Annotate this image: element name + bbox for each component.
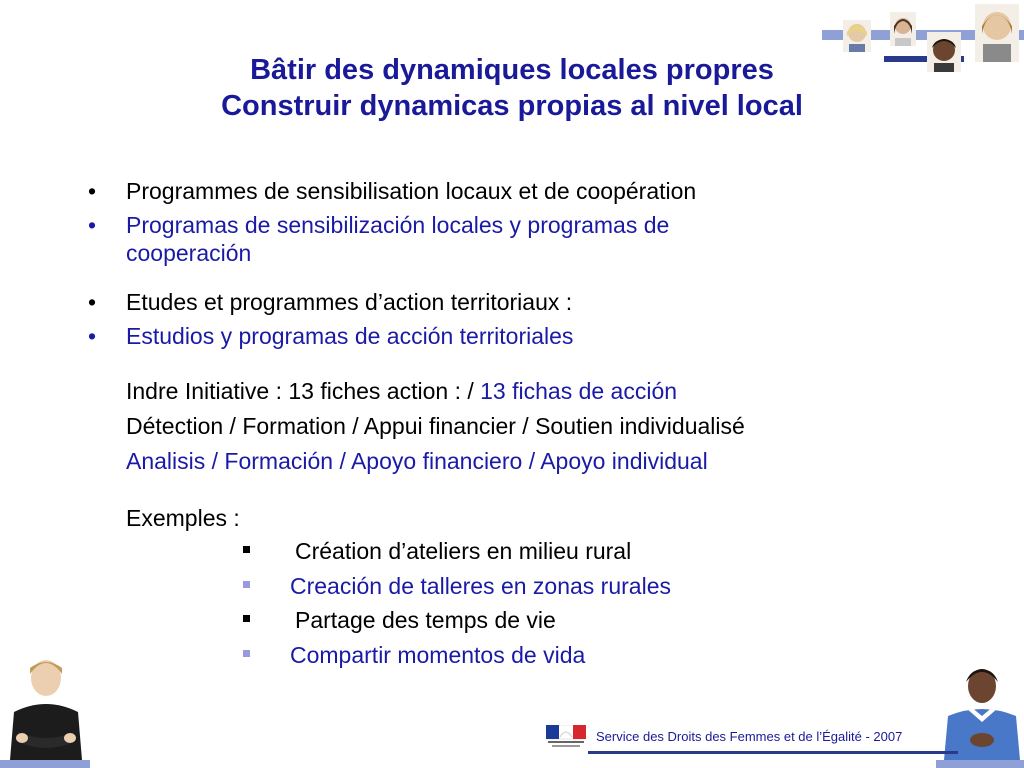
footer-divider (588, 751, 958, 754)
square-bullet-icon (243, 615, 250, 622)
example-item-french: Partage des temps de vie (295, 607, 556, 633)
republique-francaise-logo (546, 725, 586, 749)
square-bullet-icon (243, 546, 250, 553)
portrait-photo-bottom-right (936, 660, 1024, 760)
example-item-spanish: Creación de talleres en zonas rurales (290, 573, 671, 599)
bullet-marker: • (88, 212, 97, 238)
slide-title (0, 52, 1024, 124)
indre-line (126, 377, 677, 405)
portrait-photo-1 (843, 20, 871, 52)
title-line-french: Bâtir des dynamiques locales propres (250, 54, 774, 86)
bullet-text-spanish: Estudios y programas de acción territoriales (126, 323, 574, 349)
bullet-marker: • (88, 178, 97, 204)
square-bullet-icon (243, 650, 250, 657)
bullet-text-spanish: Programas de sensibilización locales y programas de (126, 212, 670, 238)
example-item-french: Création d’ateliers en milieu rural (295, 538, 632, 564)
bullet-marker: • (88, 289, 97, 315)
footer-text: Service des Droits des Femmes et de l’Égalité - 2007 (596, 729, 903, 744)
footer-accent-bar-right (936, 760, 1024, 768)
bullet-text-french: Programmes de sensibilisation locaux et de coopération (126, 178, 697, 204)
indre-prefix: Indre Initiative : 13 fiches action : / (126, 378, 481, 404)
bullet-text-french: Etudes et programmes d’action territoriaux : (126, 289, 573, 315)
indre-suffix-spanish: 13 fichas de acción (480, 378, 678, 404)
portrait-photo-2 (890, 12, 916, 46)
title-line-spanish: Construir dynamicas propias al nivel local (221, 90, 803, 122)
bullet-text-spanish-continued: cooperación (126, 240, 252, 266)
portrait-photo-bottom-left (0, 652, 90, 760)
indre-actions-french: Détection / Formation / Appui financier / Soutien individualisé (126, 413, 745, 439)
bullet-marker: • (88, 323, 97, 349)
square-bullet-icon (243, 581, 250, 588)
examples-heading: Exemples : (126, 505, 240, 531)
indre-actions-spanish: Analisis / Formación / Apoyo financiero / Apoyo individual (126, 448, 708, 474)
footer-accent-bar (0, 760, 90, 768)
example-item-spanish: Compartir momentos de vida (290, 642, 586, 668)
